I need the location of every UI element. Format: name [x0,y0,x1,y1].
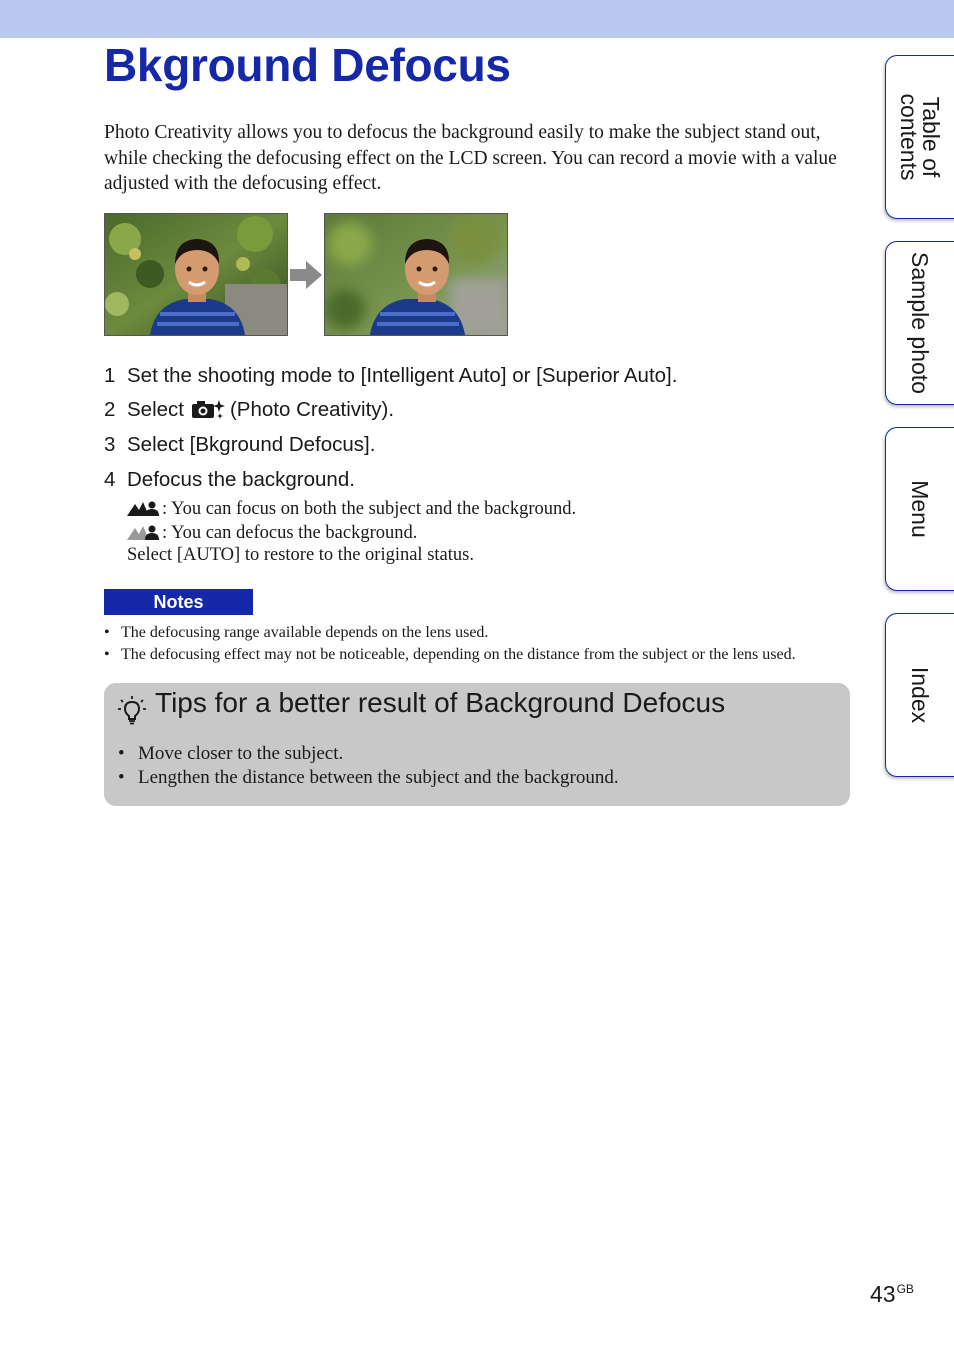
tips-list [118,742,619,789]
tab-sample-photo[interactable] [885,241,954,405]
page-title: Bkground Defocus [104,39,511,91]
sharp-background-icon [127,498,159,518]
tab-index[interactable] [885,613,954,777]
tip-item: • Move closer to the subject. [118,742,619,766]
step-text: Select [Bkground Defocus]. [127,433,376,456]
page-number [870,1281,914,1308]
notes-label: Notes [104,589,253,615]
intro-paragraph: Photo Creativity allows you to defocus the background easily to make the subject stand out, while checking the defocusing effect on the LCD screen. You can record a movie with a value adjusted with the defocusing effect. [104,122,837,194]
detail-sharp [127,498,576,520]
sample-photo-after [324,213,508,336]
detail-blurred [127,522,417,544]
detail-text: : You can focus on both the subject and the background. [162,499,577,519]
step-text: Set the shooting mode to [Intelligent Auto] or [Superior Auto]. [127,364,678,387]
page-number-suffix: GB [896,1282,914,1296]
tab-label: Table of contents [896,93,944,181]
step-number: 2 [104,398,116,421]
tips-title: Tips for a better result of Background Defocus [155,687,726,718]
tips-box [104,683,850,806]
step-4 [104,468,355,492]
note-item: • The defocusing range available depends on the lens used. [104,622,796,644]
tip-item: • Lengthen the distance between the subject and the background. [118,766,619,790]
step-text-suffix: (Photo Creativity). [229,398,395,421]
step-2 [104,398,394,422]
header-band [0,0,954,38]
step-3 [104,433,375,457]
step-number: 1 [104,364,116,387]
arrow-right-icon [290,261,322,289]
tab-label: Index [907,666,933,724]
photo-creativity-icon [190,398,226,420]
step-text: Select [127,398,184,421]
tab-table-of-contents[interactable] [885,55,954,219]
lightbulb-icon [118,695,146,725]
detail-restore: Select [AUTO] to restore to the original status. [127,545,474,565]
detail-text: : You can defocus the background. [162,523,418,543]
tab-label: Sample photo [907,252,933,394]
step-text: Defocus the background. [127,468,355,491]
step-1 [104,364,677,388]
tab-label: Menu [907,480,933,538]
step-number: 3 [104,433,116,456]
blurred-background-icon [127,522,159,542]
tab-menu[interactable] [885,427,954,591]
note-item: • The defocusing effect may not be noticeable, depending on the distance from the subject or the lens used. [104,644,796,666]
step-number: 4 [104,468,116,491]
page-number-value: 43 [870,1281,896,1307]
sample-photo-before [104,213,288,336]
notes-list [104,622,796,665]
